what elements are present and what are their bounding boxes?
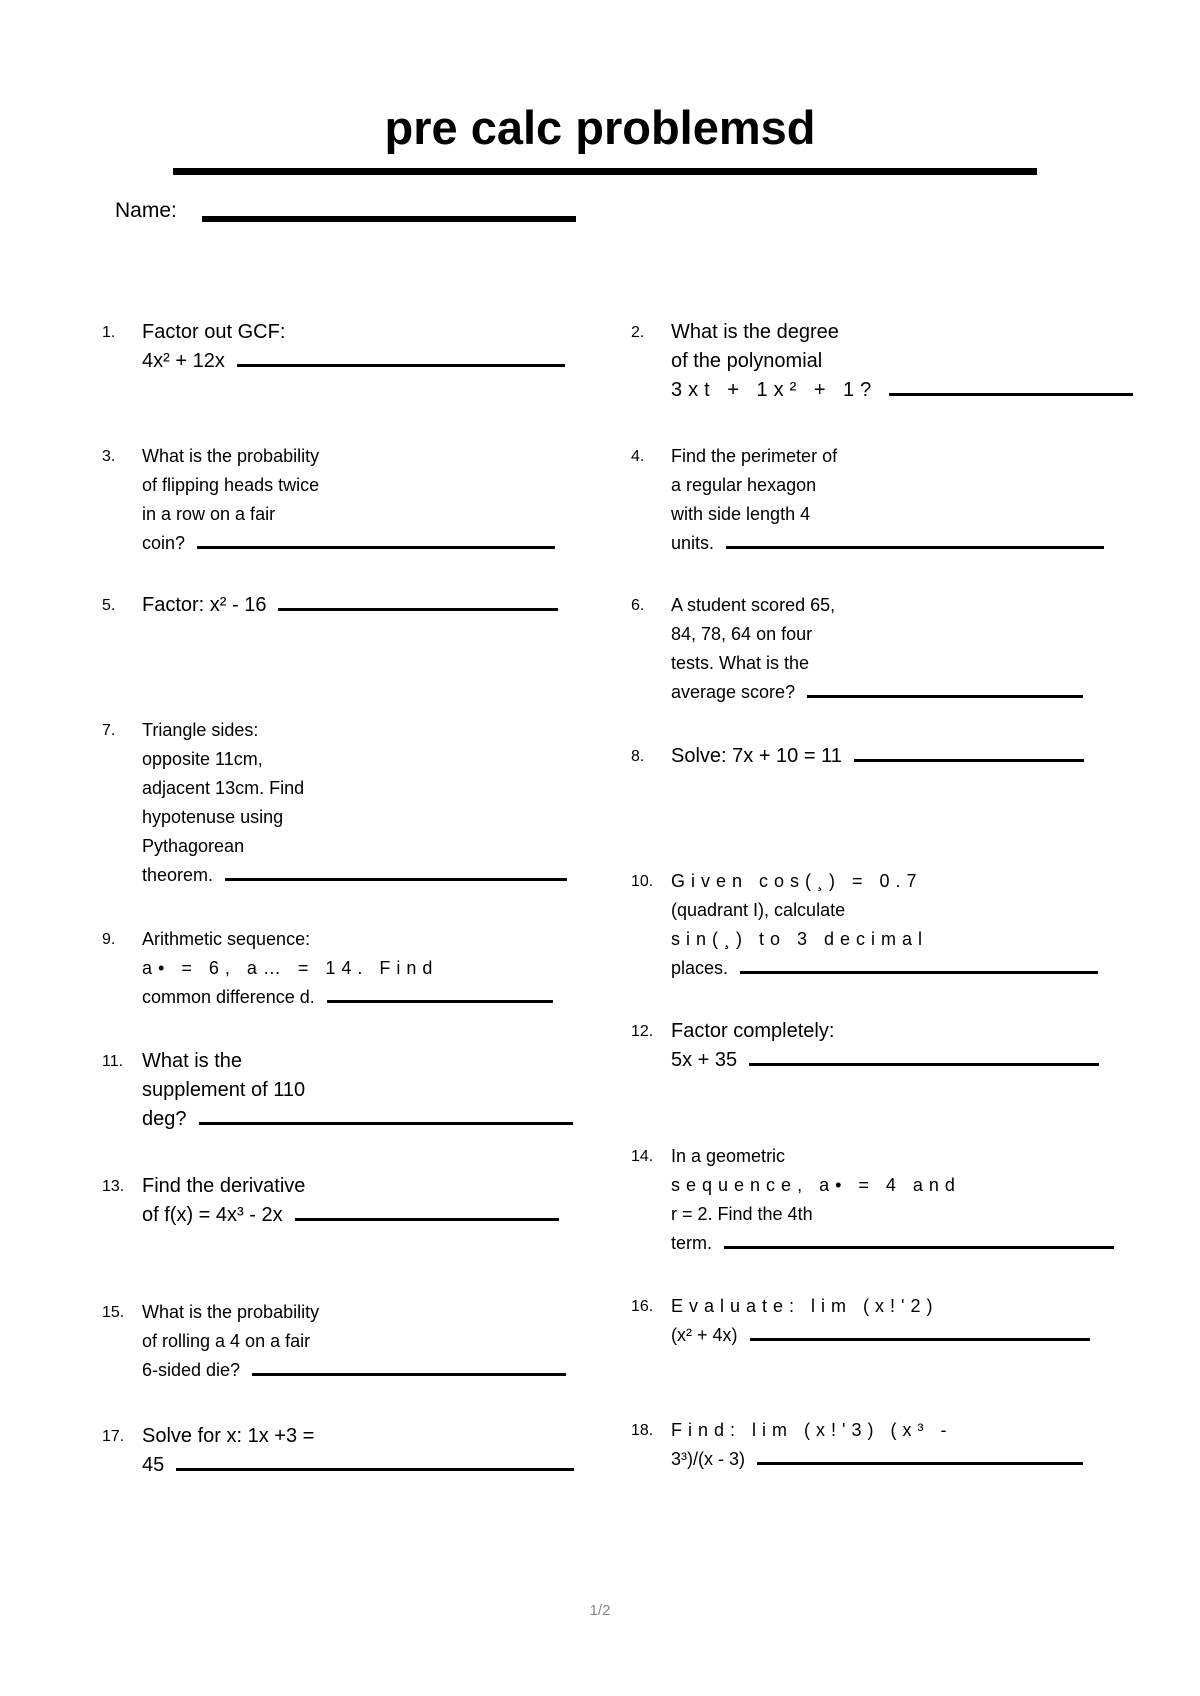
question-number: 13. bbox=[102, 1178, 125, 1195]
answer-line[interactable] bbox=[750, 1338, 1090, 1341]
question-number: 6. bbox=[631, 597, 645, 614]
page-number: 1/2 bbox=[589, 1602, 611, 1619]
question-number: 8. bbox=[631, 748, 645, 765]
question-text: Find the perimeter of bbox=[671, 446, 838, 466]
answer-line[interactable] bbox=[237, 364, 565, 367]
question-number: 3. bbox=[102, 448, 116, 465]
question-text: Find: lim (x!'3) (x³ - bbox=[671, 1420, 953, 1440]
answer-line[interactable] bbox=[740, 971, 1098, 974]
question-text: adjacent 13cm. Find bbox=[142, 778, 305, 798]
question-number: 5. bbox=[102, 597, 116, 614]
answer-line[interactable] bbox=[252, 1373, 566, 1376]
name-label: Name: bbox=[115, 199, 177, 222]
question-text: Solve for x: 1x +3 = bbox=[142, 1425, 315, 1447]
question-text: sequence, a• = 4 and bbox=[671, 1175, 961, 1195]
answer-line[interactable] bbox=[225, 878, 567, 881]
question-number: 10. bbox=[631, 873, 654, 890]
question-text: 6-sided die? bbox=[142, 1360, 241, 1380]
question-text: What is the probability bbox=[142, 1302, 320, 1322]
question-number: 15. bbox=[102, 1304, 125, 1321]
question-number: 16. bbox=[631, 1298, 654, 1315]
answer-line[interactable] bbox=[724, 1246, 1114, 1249]
question-text: common difference d. bbox=[142, 987, 315, 1007]
answer-line[interactable] bbox=[295, 1218, 559, 1221]
page-title: pre calc problemsd bbox=[384, 101, 816, 154]
question-text: Factor: x² - 16 bbox=[142, 594, 267, 616]
question-text: Find the derivative bbox=[142, 1175, 306, 1197]
question-text: a regular hexagon bbox=[671, 475, 817, 495]
question-text: hypotenuse using bbox=[142, 807, 284, 827]
question-number: 17. bbox=[102, 1428, 125, 1445]
question-text: average score? bbox=[671, 682, 796, 702]
question-text: Given cos(¸) = 0.7 bbox=[671, 871, 923, 891]
question-number: 18. bbox=[631, 1422, 654, 1439]
question-text: in a row on a fair bbox=[142, 504, 276, 524]
question-text: A student scored 65, bbox=[671, 595, 836, 615]
question-text: r = 2. Find the 4th bbox=[671, 1204, 813, 1224]
answer-line[interactable] bbox=[749, 1063, 1099, 1066]
question-number: 2. bbox=[631, 324, 645, 341]
question-text: What is the degree bbox=[671, 321, 839, 343]
question-text: (quadrant I), calculate bbox=[671, 900, 846, 920]
question-text: opposite 11cm, bbox=[142, 749, 263, 769]
question-text: In a geometric bbox=[671, 1146, 786, 1166]
question-text: units. bbox=[671, 533, 715, 553]
question-text: tests. What is the bbox=[671, 653, 810, 673]
answer-line[interactable] bbox=[889, 393, 1133, 396]
question-text: Triangle sides: bbox=[142, 720, 259, 740]
question-number: 7. bbox=[102, 722, 116, 739]
question-text: Factor out GCF: bbox=[142, 321, 286, 343]
answer-line[interactable] bbox=[757, 1462, 1083, 1465]
question-text: 3xt + 1x² + 1? bbox=[671, 379, 878, 401]
question-text: of flipping heads twice bbox=[142, 475, 320, 495]
question-text: Pythagorean bbox=[142, 836, 245, 856]
question-text: of rolling a 4 on a fair bbox=[142, 1331, 311, 1351]
question-text: of f(x) = 4x³ - 2x bbox=[142, 1204, 283, 1226]
question-number: 4. bbox=[631, 448, 645, 465]
answer-line[interactable] bbox=[327, 1000, 553, 1003]
question-text: places. bbox=[671, 958, 729, 978]
answer-line[interactable] bbox=[197, 546, 555, 549]
answer-line[interactable] bbox=[199, 1122, 573, 1125]
answer-line[interactable] bbox=[854, 759, 1084, 762]
question-text: Factor completely: bbox=[671, 1020, 835, 1042]
question-number: 9. bbox=[102, 931, 116, 948]
question-number: 11. bbox=[102, 1053, 124, 1070]
question-text: 4x² + 12x bbox=[142, 350, 225, 372]
question-number: 12. bbox=[631, 1023, 654, 1040]
question-text: Arithmetic sequence: bbox=[142, 929, 311, 949]
question-text: sin(¸) to 3 decimal bbox=[671, 929, 929, 949]
question-text: What is the bbox=[142, 1050, 243, 1072]
title-rule bbox=[173, 168, 1037, 175]
question-text: 3³)/(x - 3) bbox=[671, 1449, 745, 1469]
question-text: Solve: 7x + 10 = 11 bbox=[671, 745, 842, 767]
question-text: theorem. bbox=[142, 865, 214, 885]
question-text: coin? bbox=[142, 533, 186, 553]
question-text: 5x + 35 bbox=[671, 1049, 738, 1071]
answer-line[interactable] bbox=[176, 1468, 574, 1471]
question-text: supplement of 110 bbox=[142, 1079, 306, 1101]
answer-line[interactable] bbox=[807, 695, 1083, 698]
question-text: 84, 78, 64 on four bbox=[671, 624, 813, 644]
answer-line[interactable] bbox=[726, 546, 1104, 549]
answer-line[interactable] bbox=[278, 608, 558, 611]
question-text: term. bbox=[671, 1233, 713, 1253]
question-text: of the polynomial bbox=[671, 350, 823, 372]
question-text: with side length 4 bbox=[671, 504, 811, 524]
question-text: a• = 6, a… = 14. Find bbox=[142, 958, 439, 978]
question-number: 1. bbox=[102, 324, 116, 341]
question-number: 14. bbox=[631, 1148, 654, 1165]
question-text: Evaluate: lim (x!'2) bbox=[671, 1296, 939, 1316]
question-text: deg? bbox=[142, 1108, 187, 1130]
name-answer-line[interactable] bbox=[202, 216, 576, 222]
question-text: 45 bbox=[142, 1454, 165, 1476]
question-text: What is the probability bbox=[142, 446, 320, 466]
question-text: (x² + 4x) bbox=[671, 1325, 738, 1345]
